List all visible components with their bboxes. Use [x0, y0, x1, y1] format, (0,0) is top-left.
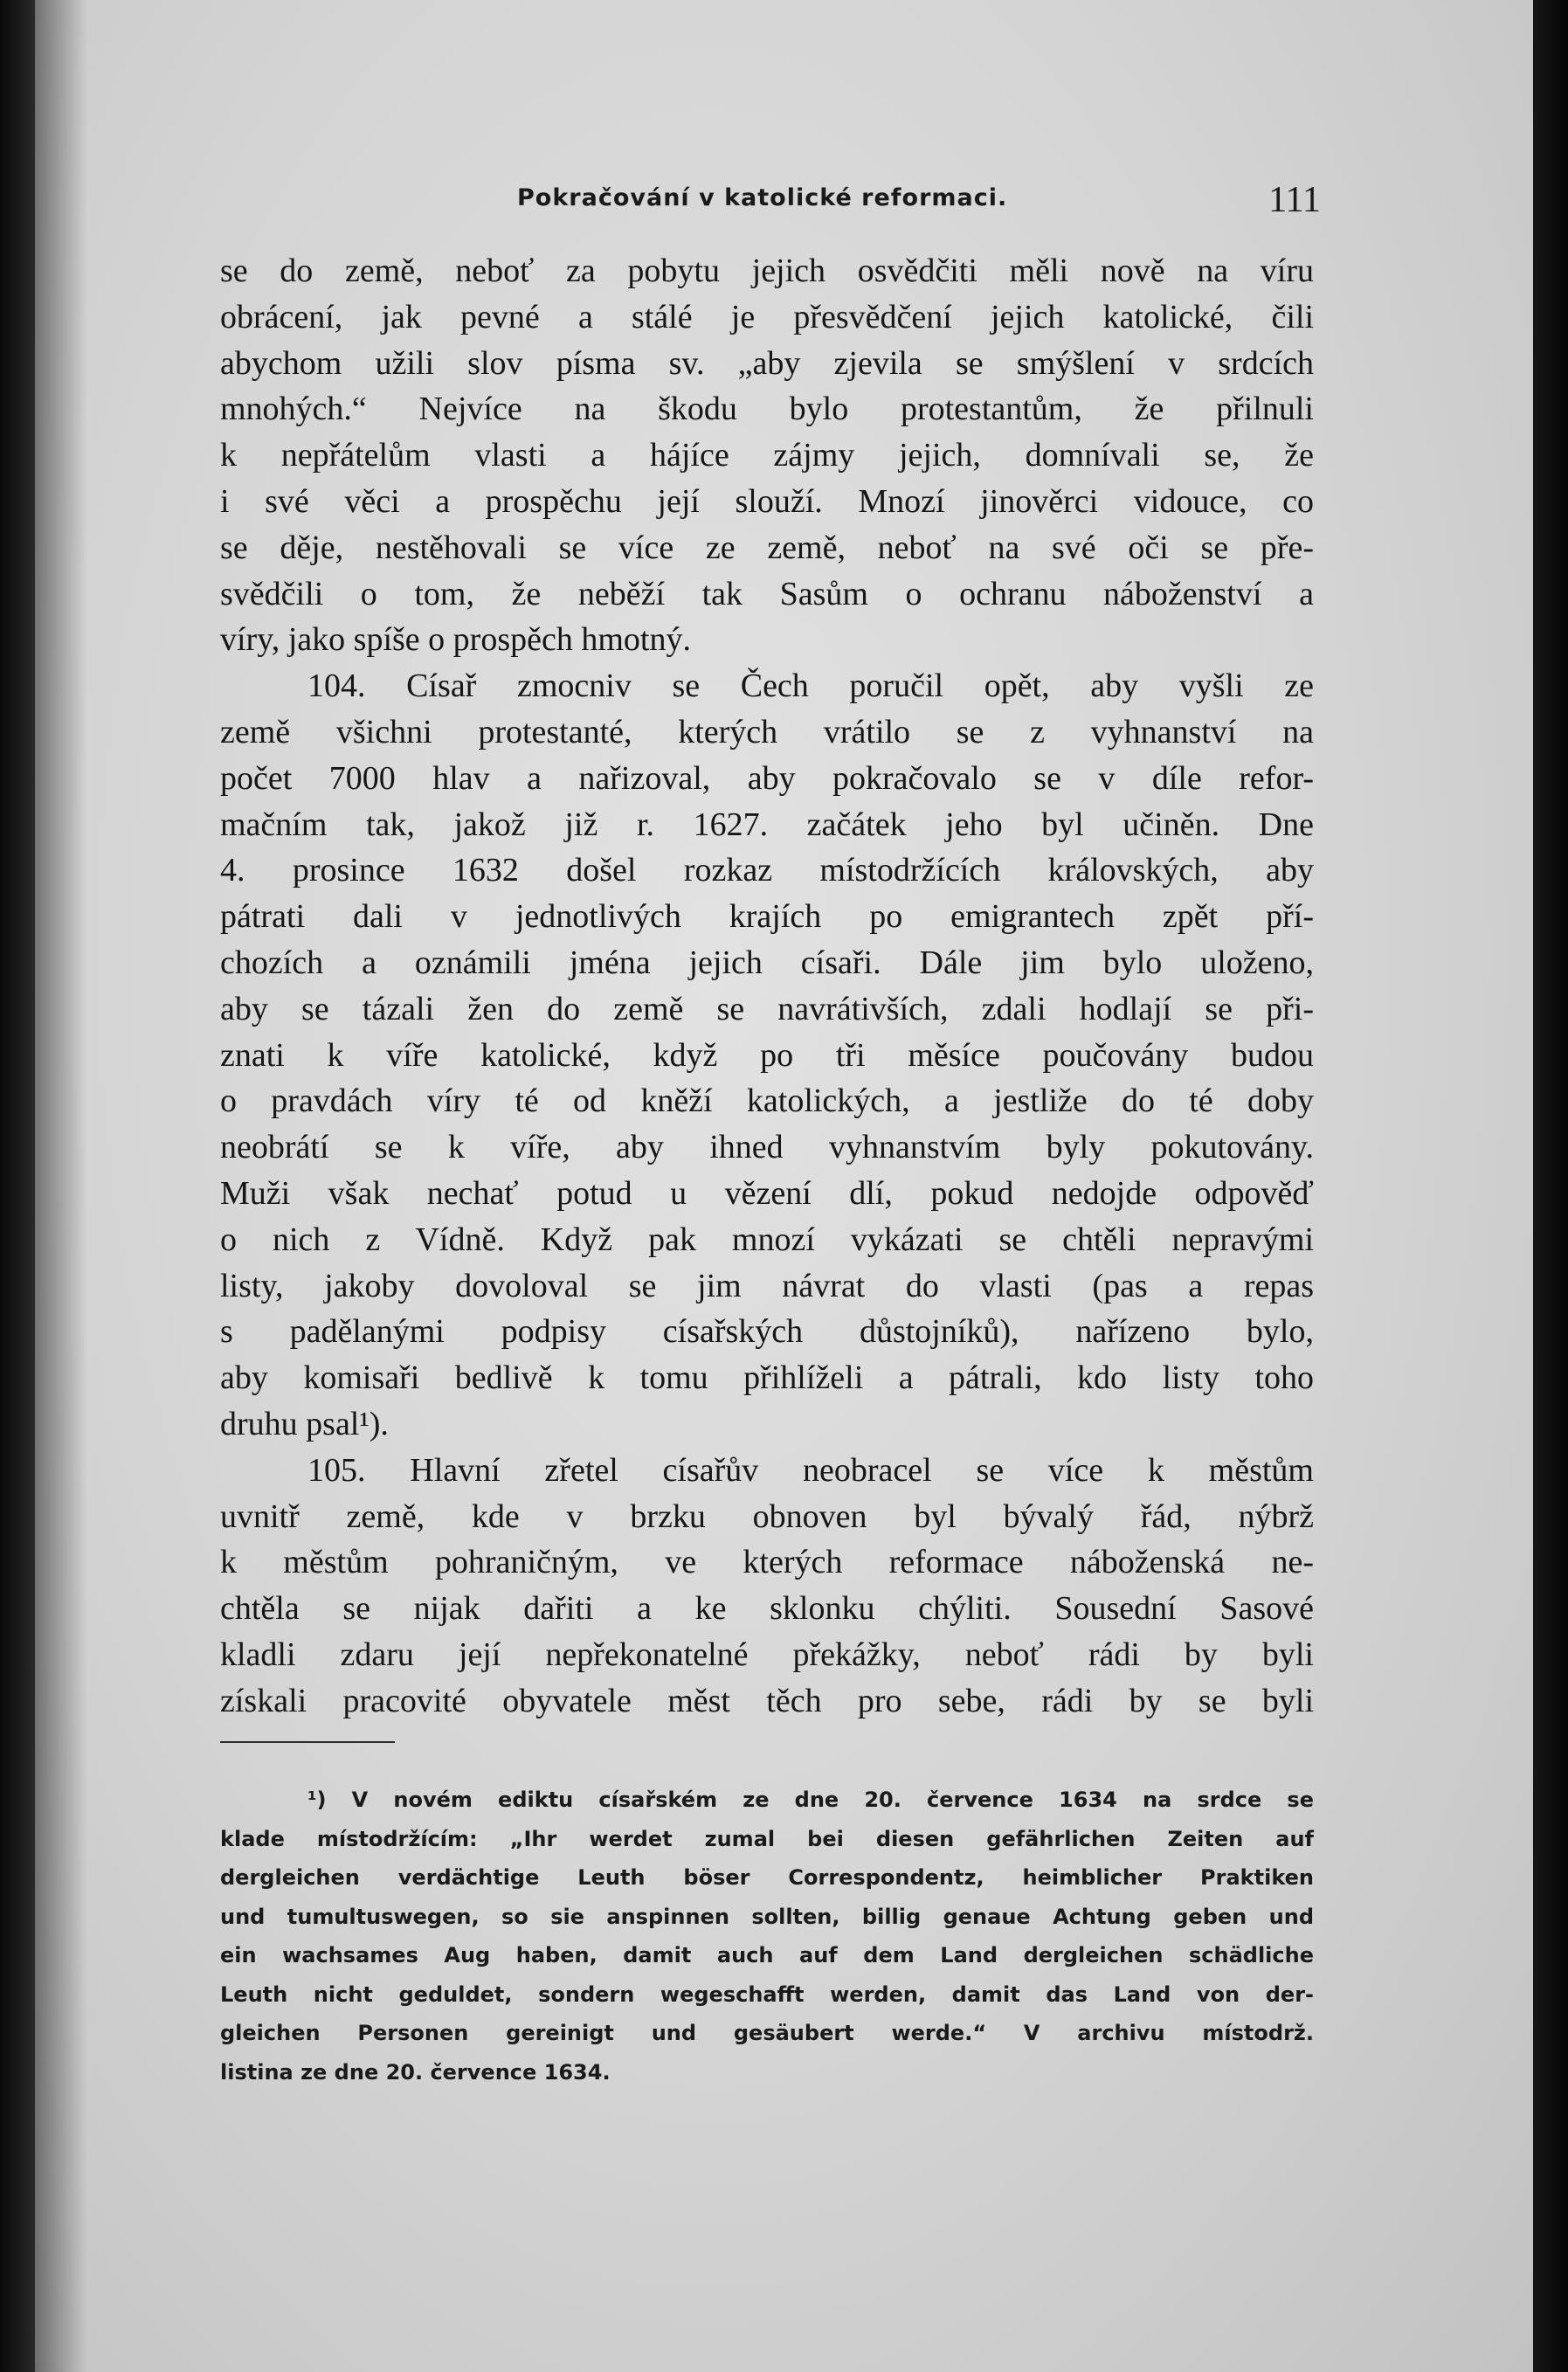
body-line: o nich z Vídně. Když pak mnozí vykázati se chtěli nepravými: [220, 1221, 1314, 1258]
page-gutter-shadow: [35, 0, 87, 2372]
body-line: uvnitř země, kde v brzku obnoven byl bývalý řád, nýbrž: [220, 1497, 1314, 1535]
footnote-line: listina ze dne 20. července 1634.: [220, 2059, 611, 2085]
footnote-line: und tumultuswegen, so sie anspinnen sollten, billig genaue Achtung geben und: [220, 1904, 1314, 1929]
running-title: Pokračování v katolické reformaci.: [517, 184, 1008, 211]
body-line: obrácení, jak pevné a stálé je přesvědčení jejich katolické, čili: [220, 298, 1314, 335]
body-line: mnohých.“ Nejvíce na škodu bylo protestantům, že přilnuli: [220, 391, 1314, 428]
body-line: k nepřátelům vlasti a hájíce zájmy jejich, domnívali se, že: [220, 437, 1314, 474]
scan-border-left: [0, 0, 35, 2372]
running-head: [517, 179, 1330, 232]
body-line: se děje, nestěhovali se více ze země, neboť na své oči se pře-: [220, 529, 1314, 566]
body-line: znati k víře katolické, když po tři měsíce poučovány budou: [220, 1036, 1314, 1074]
body-line: i své věci a prospěchu její slouží. Mnozí jinověrci vidouce, co: [220, 482, 1314, 520]
body-line: 4. prosince 1632 došel rozkaz místodržících královských, aby: [220, 852, 1314, 889]
body-line: aby komisaři bedlivě k tomu přihlíželi a pátrali, kdo listy toho: [220, 1359, 1314, 1397]
body-line: k městům pohraničným, ve kterých reformace náboženská ne-: [220, 1544, 1314, 1581]
body-line: pátrati dali v jednotlivých krajích po emigrantech zpět pří-: [220, 898, 1314, 936]
paragraph-104-start: 104. Císař zmocniv se Čech poručil opět, aby vyšli ze: [307, 667, 1314, 705]
body-line: chtěla se nijak dařiti a ke sklonku chýliti. Sousední Sasové: [220, 1590, 1314, 1628]
body-line: víry, jako spíše o prospěch hmotný.: [220, 621, 691, 659]
footnote-line: ein wachsames Aug haben, damit auch auf dem Land dergleichen schädliche: [220, 1943, 1314, 1967]
body-line: aby se tázali žen do země se navrátivších, zdali hodlají se při-: [220, 990, 1314, 1027]
body-line: Muži však nechať potud u vězení dlí, pokud nedojde odpověď: [220, 1174, 1314, 1212]
body-line: s padělanými podpisy císařských důstojníků), nařízeno bylo,: [220, 1313, 1314, 1351]
scan-border-right: [1533, 0, 1568, 2372]
body-line: mačním tak, jakož již r. 1627. začátek jeho byl učiněn. Dne: [220, 806, 1314, 843]
body-line: se do země, neboť za pobytu jejich osvědčiti měli nově na víru: [220, 252, 1314, 289]
body-line: druhu psal¹).: [220, 1405, 389, 1442]
body-line: svědčili o tom, že neběží tak Sasům o ochranu náboženství a: [220, 575, 1314, 612]
paragraph-105-start: 105. Hlavní zřetel císařův neobracel se více k městům: [307, 1451, 1314, 1489]
footnote-line: gleichen Personen gereinigt und gesäubert werde.“ V archivu místodrž.: [220, 2021, 1314, 2045]
footnote-line: klade místodržícím: „Ihr werdet zumal bei diesen gefährlichen Zeiten auf: [220, 1826, 1314, 1851]
footnote-line: Leuth nicht geduldet, sondern wegeschafft werden, damit das Land von der-: [220, 1981, 1314, 2007]
body-line: o pravdách víry té od kněží katolických, a jestliže do té doby: [220, 1082, 1314, 1120]
body-line: abychom užili slov písma sv. „aby zjevila se smýšlení v srdcích: [220, 344, 1314, 382]
body-line: získali pracovité obyvatele měst těch pro sebe, rádi by se byli: [220, 1682, 1314, 1719]
body-line: chozích a oznámili jména jejich císaři. Dále jim bylo uloženo,: [220, 944, 1314, 981]
footnote-line: ¹) V novém ediktu císařském ze dne 20. července 1634 na srdce se: [307, 1788, 1314, 1812]
body-line: listy, jakoby dovoloval se jim návrat do vlasti (pas a repas: [220, 1267, 1314, 1304]
page-number: 111: [1268, 180, 1321, 220]
body-line: počet 7000 hlav a nařizoval, aby pokračovalo se v díle refor-: [220, 759, 1314, 797]
footnotes: [220, 1781, 1314, 2092]
body-text: [220, 248, 1314, 1725]
footnote-rule: [220, 1741, 395, 1743]
body-line: kladli zdaru její nepřekonatelné překážky, neboť rádi by byli: [220, 1636, 1314, 1673]
body-line: neobrátí se k víře, aby ihned vyhnanstvím byly pokutovány.: [220, 1129, 1314, 1166]
body-line: země všichni protestanté, kterých vrátilo se z vyhnanství na: [220, 713, 1314, 750]
footnote-line: dergleichen verdächtige Leuth böser Correspondentz, heimblicher Praktiken: [220, 1865, 1314, 1890]
